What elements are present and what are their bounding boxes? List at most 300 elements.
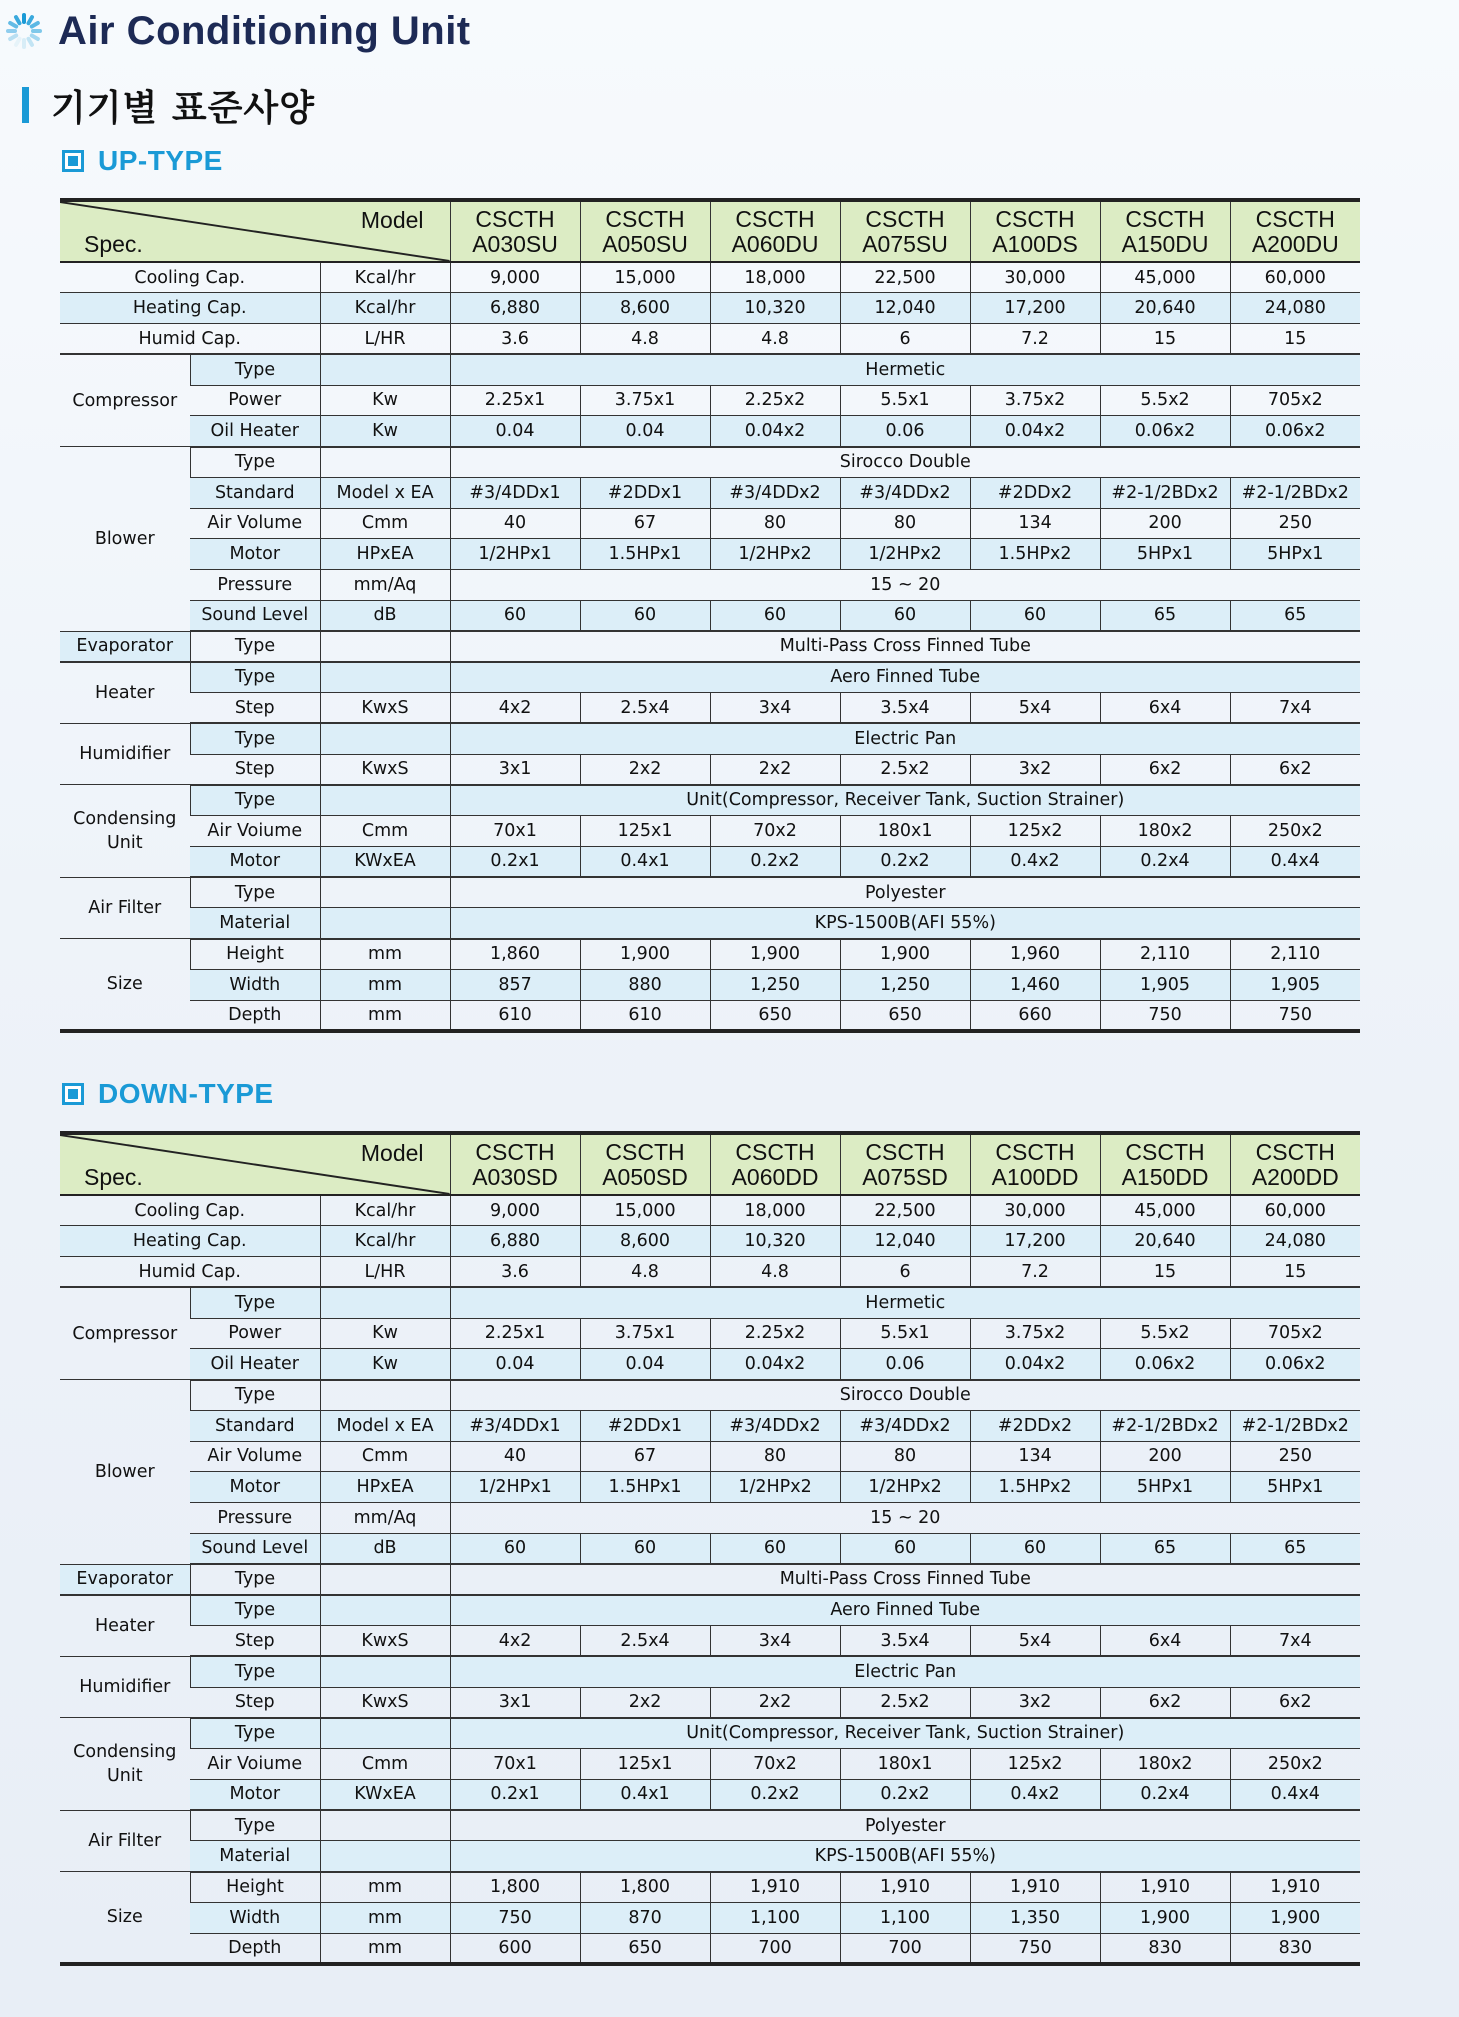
unit-cell: Cmm	[320, 508, 450, 539]
value-cell: 1,905	[1100, 969, 1230, 1000]
value-cell: 9,000	[450, 262, 580, 293]
spec-row	[60, 1472, 1360, 1503]
value-cell: 1.5HPx2	[970, 1472, 1100, 1503]
value-cell: 0.2x2	[710, 846, 840, 877]
value-cell: 1/2HPx1	[450, 539, 580, 570]
spec-row	[60, 1349, 1360, 1380]
value-cell: 880	[580, 969, 710, 1000]
sub-spec-cell: Type	[190, 877, 320, 908]
category-cell: Heater	[60, 1595, 190, 1657]
spec-name-cell: Heating Cap.	[60, 293, 320, 324]
category-cell: Size	[60, 1872, 190, 1964]
model-header-cell	[1230, 1133, 1360, 1195]
spec-row	[60, 416, 1360, 447]
value-cell: 6x4	[1100, 1626, 1230, 1657]
spec-row	[60, 1564, 1360, 1595]
spec-row	[60, 785, 1360, 816]
model-header-cell	[580, 1133, 710, 1195]
spec-row	[60, 1503, 1360, 1534]
accent-bar	[22, 87, 29, 123]
unit-cell: KwxS	[320, 1687, 450, 1718]
value-cell: 700	[840, 1933, 970, 1964]
spanned-value-cell: Unit(Compressor, Receiver Tank, Suction Strainer)	[450, 785, 1360, 816]
model-header-cell	[970, 200, 1100, 262]
value-cell: 857	[450, 969, 580, 1000]
value-cell: 8,600	[580, 1226, 710, 1257]
value-cell: 1,350	[970, 1902, 1100, 1933]
value-cell: 67	[580, 508, 710, 539]
value-cell: 17,200	[970, 1226, 1100, 1257]
category-cell: Blower	[60, 447, 190, 632]
value-cell: 5HPx1	[1230, 539, 1360, 570]
value-cell: 40	[450, 508, 580, 539]
model-series: CSCTH	[1125, 1138, 1205, 1165]
category-label-line: Unit	[106, 832, 143, 853]
model-series: CSCTH	[865, 205, 945, 232]
value-cell: 705x2	[1230, 385, 1360, 416]
value-cell: 3.6	[450, 1257, 580, 1288]
spec-row	[60, 508, 1360, 539]
value-cell: 67	[580, 1441, 710, 1472]
model-code: A060DD	[731, 1163, 819, 1190]
unit-cell: Kw	[320, 1349, 450, 1380]
category-cell: Blower	[60, 1380, 190, 1565]
value-cell: 0.2x1	[450, 846, 580, 877]
value-cell: 5HPx1	[1100, 539, 1230, 570]
unit-cell	[320, 1287, 450, 1318]
value-cell: 0.4x1	[580, 1779, 710, 1810]
value-cell: 22,500	[840, 1195, 970, 1226]
value-cell: 7x4	[1230, 693, 1360, 724]
value-cell: 2.5x4	[580, 1626, 710, 1657]
value-cell: 1,460	[970, 969, 1100, 1000]
spec-row	[60, 1533, 1360, 1564]
diagonal-header-cell	[60, 200, 450, 262]
model-header-cell	[710, 200, 840, 262]
value-cell: 0.4x1	[580, 846, 710, 877]
spec-row	[60, 1257, 1360, 1288]
value-cell: 4x2	[450, 1626, 580, 1657]
value-cell: 0.2x4	[1100, 846, 1230, 877]
unit-cell: Cmm	[320, 1749, 450, 1780]
value-cell: 7x4	[1230, 1626, 1360, 1657]
value-cell: 0.2x4	[1100, 1779, 1230, 1810]
value-cell: 4.8	[710, 324, 840, 355]
value-cell: 12,040	[840, 1226, 970, 1257]
sub-spec-cell: Type	[190, 354, 320, 385]
value-cell: 1,905	[1230, 969, 1360, 1000]
value-cell: 660	[970, 1000, 1100, 1031]
spec-row	[60, 908, 1360, 939]
subtitle-row	[22, 82, 315, 128]
value-cell: #3/4DDx2	[840, 477, 970, 508]
value-cell: 18,000	[710, 1195, 840, 1226]
category-cell: Humidifier	[60, 723, 190, 785]
value-cell: 200	[1100, 1441, 1230, 1472]
spec-row	[60, 262, 1360, 293]
value-cell: 1,900	[580, 939, 710, 970]
value-cell: 1,100	[840, 1902, 970, 1933]
value-cell: 80	[840, 1441, 970, 1472]
value-cell: 1,900	[710, 939, 840, 970]
value-cell: 0.06x2	[1100, 1349, 1230, 1380]
spanned-value-cell: Hermetic	[450, 1287, 1360, 1318]
model-series: CSCTH	[995, 205, 1075, 232]
spanned-value-cell: KPS-1500B(AFI 55%)	[450, 908, 1360, 939]
value-cell: 18,000	[710, 262, 840, 293]
value-cell: 2x2	[580, 1687, 710, 1718]
square-bullet-icon	[62, 150, 84, 172]
value-cell: 24,080	[1230, 1226, 1360, 1257]
spanned-value-cell: KPS-1500B(AFI 55%)	[450, 1841, 1360, 1872]
unit-cell	[320, 1718, 450, 1749]
value-cell: 0.4x2	[970, 1779, 1100, 1810]
value-cell: 80	[710, 1441, 840, 1472]
value-cell: #3/4DDx2	[840, 1410, 970, 1441]
value-cell: #2DDx2	[970, 477, 1100, 508]
unit-cell: Cmm	[320, 1441, 450, 1472]
unit-cell: mm	[320, 969, 450, 1000]
unit-cell: L/HR	[320, 1257, 450, 1288]
spec-row	[60, 354, 1360, 385]
value-cell: 1,910	[970, 1872, 1100, 1903]
model-code: A200DD	[1251, 1163, 1339, 1190]
sub-spec-cell: Pressure	[190, 1503, 320, 1534]
page-title: Air Conditioning Unit	[58, 8, 471, 53]
value-cell: 1/2HPx2	[840, 1472, 970, 1503]
value-cell: 2.5x4	[580, 693, 710, 724]
sub-spec-cell: Material	[190, 908, 320, 939]
value-cell: 750	[1100, 1000, 1230, 1031]
sub-spec-cell: Height	[190, 939, 320, 970]
value-cell: 2,110	[1230, 939, 1360, 970]
value-cell: 2.25x2	[710, 1318, 840, 1349]
value-cell: 125x2	[970, 1749, 1100, 1780]
value-cell: #3/4DDx1	[450, 1410, 580, 1441]
sub-spec-cell: Air Voiume	[190, 1749, 320, 1780]
category-cell: Evaporator	[60, 1564, 190, 1595]
model-series: CSCTH	[735, 205, 815, 232]
value-cell: 1,250	[710, 969, 840, 1000]
category-cell: Compressor	[60, 354, 190, 446]
value-cell: 3.5x4	[840, 1626, 970, 1657]
value-cell: 705x2	[1230, 1318, 1360, 1349]
unit-cell	[320, 354, 450, 385]
spec-row	[60, 1718, 1360, 1749]
unit-cell: Kcal/hr	[320, 293, 450, 324]
title-row	[4, 6, 471, 56]
spec-name-cell: Heating Cap.	[60, 1226, 320, 1257]
value-cell: 125x2	[970, 816, 1100, 847]
value-cell: 3.75x2	[970, 1318, 1100, 1349]
value-cell: 2.5x2	[840, 1687, 970, 1718]
sub-spec-cell: Sound Level	[190, 600, 320, 631]
value-cell: 5HPx1	[1100, 1472, 1230, 1503]
model-code: A200DU	[1251, 230, 1339, 257]
value-cell: 65	[1230, 600, 1360, 631]
value-cell: 134	[970, 508, 1100, 539]
spec-row	[60, 600, 1360, 631]
category-label-line: Condensing	[73, 1741, 177, 1762]
value-cell: #2-1/2BDx2	[1100, 1410, 1230, 1441]
spec-row	[60, 539, 1360, 570]
value-cell: 70x1	[450, 1749, 580, 1780]
unit-cell	[320, 1841, 450, 1872]
spanned-value-cell: Aero Finned Tube	[450, 662, 1360, 693]
unit-cell: Cmm	[320, 816, 450, 847]
spec-row	[60, 662, 1360, 693]
spec-table-up-type	[60, 198, 1360, 1033]
sub-spec-cell: Power	[190, 385, 320, 416]
model-code: A075SU	[862, 230, 948, 257]
value-cell: 15	[1230, 1257, 1360, 1288]
spec-row	[60, 1410, 1360, 1441]
sub-spec-cell: Depth	[190, 1000, 320, 1031]
spec-row	[60, 1000, 1360, 1031]
sub-spec-cell: Oil Heater	[190, 1349, 320, 1380]
unit-cell: Kw	[320, 385, 450, 416]
value-cell: 65	[1100, 600, 1230, 631]
sub-spec-cell: Step	[190, 693, 320, 724]
value-cell: 125x1	[580, 1749, 710, 1780]
spec-row	[60, 1872, 1360, 1903]
model-header-cell	[970, 1133, 1100, 1195]
value-cell: 6	[840, 324, 970, 355]
unit-cell: KWxEA	[320, 846, 450, 877]
model-series: CSCTH	[1255, 205, 1335, 232]
value-cell: 650	[840, 1000, 970, 1031]
sub-spec-cell: Air Volume	[190, 1441, 320, 1472]
sub-spec-cell: Width	[190, 969, 320, 1000]
spec-row	[60, 1779, 1360, 1810]
value-cell: 60	[840, 600, 970, 631]
unit-cell: Model x EA	[320, 1410, 450, 1441]
category-cell: Size	[60, 939, 190, 1031]
model-code: A030SU	[472, 230, 558, 257]
unit-cell: dB	[320, 600, 450, 631]
value-cell: 0.2x2	[710, 1779, 840, 1810]
spec-row	[60, 1441, 1360, 1472]
value-cell: 250	[1230, 508, 1360, 539]
sub-spec-cell: Type	[190, 447, 320, 478]
value-cell: 10,320	[710, 293, 840, 324]
unit-cell: Kw	[320, 1318, 450, 1349]
value-cell: 60	[970, 1533, 1100, 1564]
spec-row	[60, 969, 1360, 1000]
sub-spec-cell: Motor	[190, 539, 320, 570]
value-cell: 1,800	[450, 1872, 580, 1903]
value-cell: 4x2	[450, 693, 580, 724]
spinner-petal	[22, 38, 26, 49]
spec-row	[60, 1687, 1360, 1718]
model-code: A150DU	[1121, 230, 1209, 257]
category-label-line: Unit	[106, 1765, 143, 1786]
value-cell: #2-1/2BDx2	[1230, 1410, 1360, 1441]
spec-row	[60, 1656, 1360, 1687]
value-cell: 0.06x2	[1230, 416, 1360, 447]
value-cell: 10,320	[710, 1226, 840, 1257]
spec-row	[60, 477, 1360, 508]
unit-cell	[320, 785, 450, 816]
value-cell: 6x4	[1100, 693, 1230, 724]
spec-name-cell: Cooling Cap.	[60, 1195, 320, 1226]
value-cell: 0.4x4	[1230, 1779, 1360, 1810]
spec-row	[60, 293, 1360, 324]
value-cell: 1/2HPx2	[710, 1472, 840, 1503]
unit-cell: KwxS	[320, 1626, 450, 1657]
unit-cell	[320, 1656, 450, 1687]
value-cell: 5x4	[970, 1626, 1100, 1657]
category-cell: Air Filter	[60, 877, 190, 939]
value-cell: 0.4x4	[1230, 846, 1360, 877]
spec-row	[60, 1841, 1360, 1872]
unit-cell: mm	[320, 939, 450, 970]
spec-label: Spec.	[84, 1164, 143, 1190]
model-code: A100DD	[991, 1163, 1079, 1190]
sub-spec-cell: Type	[190, 631, 320, 662]
value-cell: 5.5x1	[840, 1318, 970, 1349]
value-cell: #3/4DDx2	[710, 1410, 840, 1441]
unit-cell	[320, 662, 450, 693]
value-cell: 2x2	[580, 754, 710, 785]
value-cell: 6x2	[1100, 754, 1230, 785]
value-cell: 830	[1100, 1933, 1230, 1964]
value-cell: 7.2	[970, 324, 1100, 355]
sub-spec-cell: Type	[190, 1595, 320, 1626]
sub-spec-cell: Type	[190, 1810, 320, 1841]
value-cell: 180x2	[1100, 1749, 1230, 1780]
value-cell: 2,110	[1100, 939, 1230, 970]
value-cell: 700	[710, 1933, 840, 1964]
spec-row	[60, 1380, 1360, 1411]
value-cell: 9,000	[450, 1195, 580, 1226]
diagonal-header-cell	[60, 1133, 450, 1195]
model-series: CSCTH	[865, 1138, 945, 1165]
value-cell: 6x2	[1230, 754, 1360, 785]
unit-cell: mm/Aq	[320, 570, 450, 601]
model-series: CSCTH	[1255, 1138, 1335, 1165]
value-cell: 7.2	[970, 1257, 1100, 1288]
sub-spec-cell: Standard	[190, 477, 320, 508]
spec-row	[60, 816, 1360, 847]
unit-cell	[320, 447, 450, 478]
value-cell: 0.4x2	[970, 846, 1100, 877]
model-code: A050SU	[602, 230, 688, 257]
unit-cell: Kcal/hr	[320, 1195, 450, 1226]
value-cell: 0.04	[450, 1349, 580, 1380]
spanned-value-cell: Sirocco Double	[450, 1380, 1360, 1411]
spanned-value-cell: Unit(Compressor, Receiver Tank, Suction Strainer)	[450, 1718, 1360, 1749]
spanned-value-cell: Sirocco Double	[450, 447, 1360, 478]
spanned-value-cell: 15 ~ 20	[450, 1503, 1360, 1534]
value-cell: 1,250	[840, 969, 970, 1000]
unit-cell: HPxEA	[320, 1472, 450, 1503]
value-cell: #2DDx2	[970, 1410, 1100, 1441]
unit-cell: Kcal/hr	[320, 262, 450, 293]
value-cell: 40	[450, 1441, 580, 1472]
model-code: A060DU	[731, 230, 819, 257]
unit-cell: KWxEA	[320, 1779, 450, 1810]
value-cell: 2.25x1	[450, 385, 580, 416]
value-cell: 125x1	[580, 816, 710, 847]
model-series: CSCTH	[995, 1138, 1075, 1165]
value-cell: 24,080	[1230, 293, 1360, 324]
value-cell: 30,000	[970, 1195, 1100, 1226]
model-code: A050SD	[602, 1163, 688, 1190]
spec-row	[60, 631, 1360, 662]
value-cell: 6x2	[1230, 1687, 1360, 1718]
spec-row	[60, 1933, 1360, 1964]
value-cell: 180x1	[840, 1749, 970, 1780]
spanned-value-cell: Polyester	[450, 1810, 1360, 1841]
value-cell: 45,000	[1100, 1195, 1230, 1226]
section-header-down-type	[62, 1077, 274, 1111]
value-cell: 1.5HPx2	[970, 539, 1100, 570]
unit-cell: mm/Aq	[320, 1503, 450, 1534]
value-cell: 1,910	[1100, 1872, 1230, 1903]
value-cell: 60	[450, 1533, 580, 1564]
value-cell: 650	[710, 1000, 840, 1031]
spec-row	[60, 1749, 1360, 1780]
model-header-cell	[1100, 1133, 1230, 1195]
value-cell: 1,910	[710, 1872, 840, 1903]
value-cell: 65	[1100, 1533, 1230, 1564]
value-cell: 1.5HPx1	[580, 539, 710, 570]
model-code: A100DS	[992, 230, 1078, 257]
value-cell: 60	[970, 600, 1100, 631]
value-cell: 180x1	[840, 816, 970, 847]
spec-row	[60, 1595, 1360, 1626]
sub-spec-cell: Motor	[190, 1472, 320, 1503]
value-cell: 15	[1230, 324, 1360, 355]
value-cell: 0.04	[580, 416, 710, 447]
value-cell: 2x2	[710, 1687, 840, 1718]
value-cell: 60	[580, 600, 710, 631]
sub-spec-cell: Motor	[190, 846, 320, 877]
value-cell: 30,000	[970, 262, 1100, 293]
unit-cell: mm	[320, 1000, 450, 1031]
value-cell: 1/2HPx2	[710, 539, 840, 570]
unit-cell	[320, 1595, 450, 1626]
spanned-value-cell: Electric Pan	[450, 1656, 1360, 1687]
value-cell: 60	[580, 1533, 710, 1564]
value-cell: 5.5x1	[840, 385, 970, 416]
value-cell: 60	[450, 600, 580, 631]
value-cell: 1,960	[970, 939, 1100, 970]
value-cell: 6x2	[1100, 1687, 1230, 1718]
value-cell: 1,800	[580, 1872, 710, 1903]
sub-spec-cell: Step	[190, 1626, 320, 1657]
value-cell: 3.75x1	[580, 385, 710, 416]
sub-spec-cell: Step	[190, 754, 320, 785]
unit-cell	[320, 723, 450, 754]
spec-row	[60, 1810, 1360, 1841]
spec-name-cell: Humid Cap.	[60, 1257, 320, 1288]
sub-spec-cell: Height	[190, 1872, 320, 1903]
value-cell: 60	[710, 1533, 840, 1564]
spec-table-down-type	[60, 1131, 1360, 1966]
spanned-value-cell: Polyester	[450, 877, 1360, 908]
unit-cell: dB	[320, 1533, 450, 1564]
model-header-cell	[450, 1133, 580, 1195]
sub-spec-cell: Depth	[190, 1933, 320, 1964]
value-cell: 0.2x1	[450, 1779, 580, 1810]
category-cell	[60, 1718, 190, 1810]
category-cell: Air Filter	[60, 1810, 190, 1872]
value-cell: 134	[970, 1441, 1100, 1472]
sub-spec-cell: Type	[190, 1287, 320, 1318]
value-cell: 3.75x2	[970, 385, 1100, 416]
